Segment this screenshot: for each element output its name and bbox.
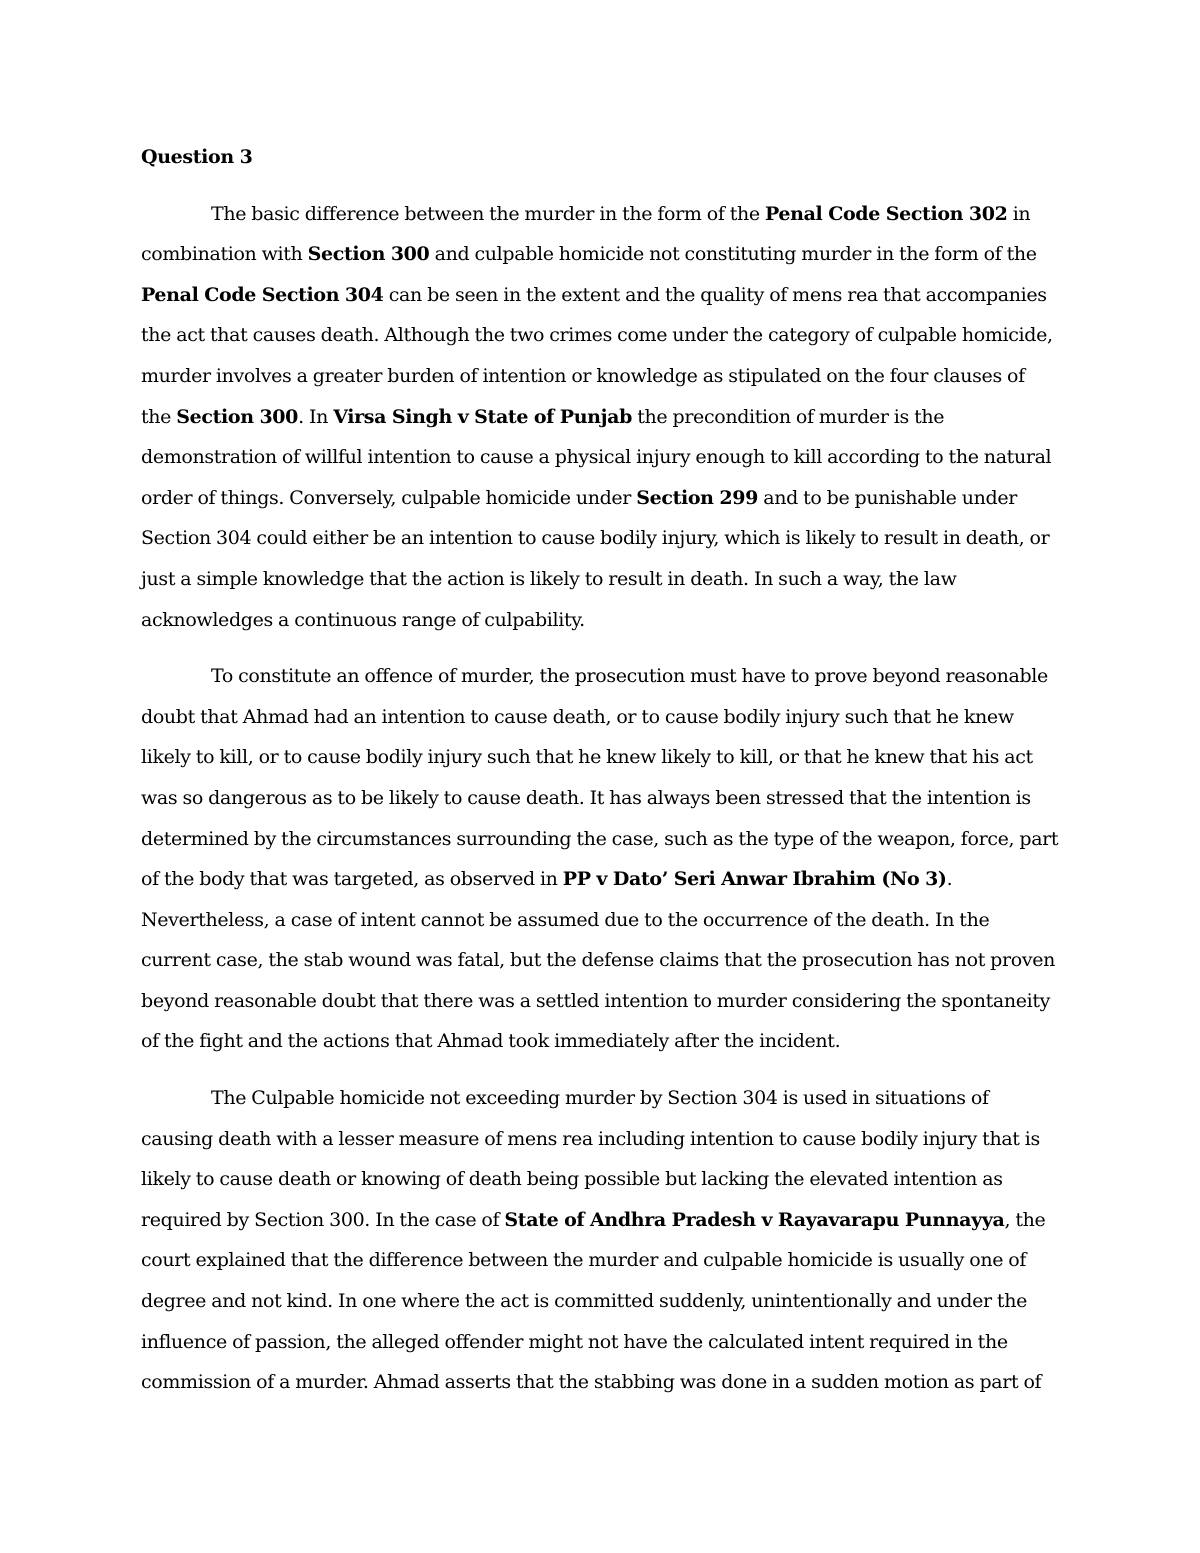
text-run: can be seen in the extent and the quality of mens rea that accompanies the act that causes death. Although the two crimes come under the category of culpable homicide, murder involves a greater burden of intention or knowledge as stipulated on the four clauses of the [141,283,1053,428]
bold-citation: Penal Code Section 302 [764,202,1008,225]
text-run: . Nevertheless, a case of intent cannot be assumed due to the occurrence of the death. In the current case, the stab wound was fatal, but the defense claims that the prosecution has not proven beyond reasonable doubt that there was a settled intention to murder considering the spontaneity of the fight and the actions that Ahmad took immediately after the incident. [141,868,1055,1053]
text-run: . In [298,405,334,428]
text-run: and culpable homicide not constituting murder in the form of the [429,243,1037,266]
text-run: The basic difference between the murder in the form of the [211,202,765,225]
text-run: The Culpable homicide not exceeding murder by Section 304 is used in situations of causing death with a lesser measure of mens rea including intention to cause bodily injury that is likely to cause death or knowing of death being possible but lacking the elevated intention as required by Section 300. In the case of [141,1087,1040,1231]
bold-citation: Section 299 [636,486,759,509]
text-run: , the court explained that the difference between the murder and culpable homicide is usually one of degree and not kind. In one where the act is committed suddenly, unintentionally and under the influence of passion, the alleged offender might not have the calculated intent required in the commission of a murder. Ahmad asserts that the stabbing was done in a sudden motion as part of [141,1208,1046,1394]
bold-citation: Virsa Singh v State of Punjab [333,405,633,428]
question-heading: Question 3 [141,146,253,168]
bold-citation: Section 300 [307,243,430,266]
text-run: in combination with [141,202,1031,266]
paragraph-3 [141,1078,1059,1403]
bold-citation: State of Andhra Pradesh v Rayavarapu Punnayya [504,1208,1005,1231]
bold-citation: Section 300 [176,405,299,428]
document-body [141,137,1059,1403]
bold-citation: PP v Dato’ Seri Anwar Ibrahim (No 3) [562,868,947,891]
paragraph-2 [141,656,1059,1062]
text-run: and to be punishable under Section 304 could either be an intention to cause bodily injury, which is likely to result in death, or just a simple knowledge that the action is likely to result in death. In such a way, the law acknowledges a continuous range of culpability. [141,486,1050,631]
text-run: the precondition of murder is the demonstration of willful intention to cause a physical injury enough to kill according to the natural order of things. Conversely, culpable homicide under [141,405,1052,509]
paragraph-1 [141,194,1059,641]
text-run: To constitute an offence of murder, the prosecution must have to prove beyond reasonable doubt that Ahmad had an intention to cause death, or to cause bodily injury such that he knew likely to kill, or to cause bodily injury such that he knew likely to kill, or that he knew that his act was so dangerous as to be likely to cause death. It has always been stressed that the intention is determined by the circumstances surrounding the case, such as the type of the weapon, force, part of the body that was targeted, as observed in [141,665,1059,891]
bold-citation: Penal Code Section 304 [141,283,384,306]
